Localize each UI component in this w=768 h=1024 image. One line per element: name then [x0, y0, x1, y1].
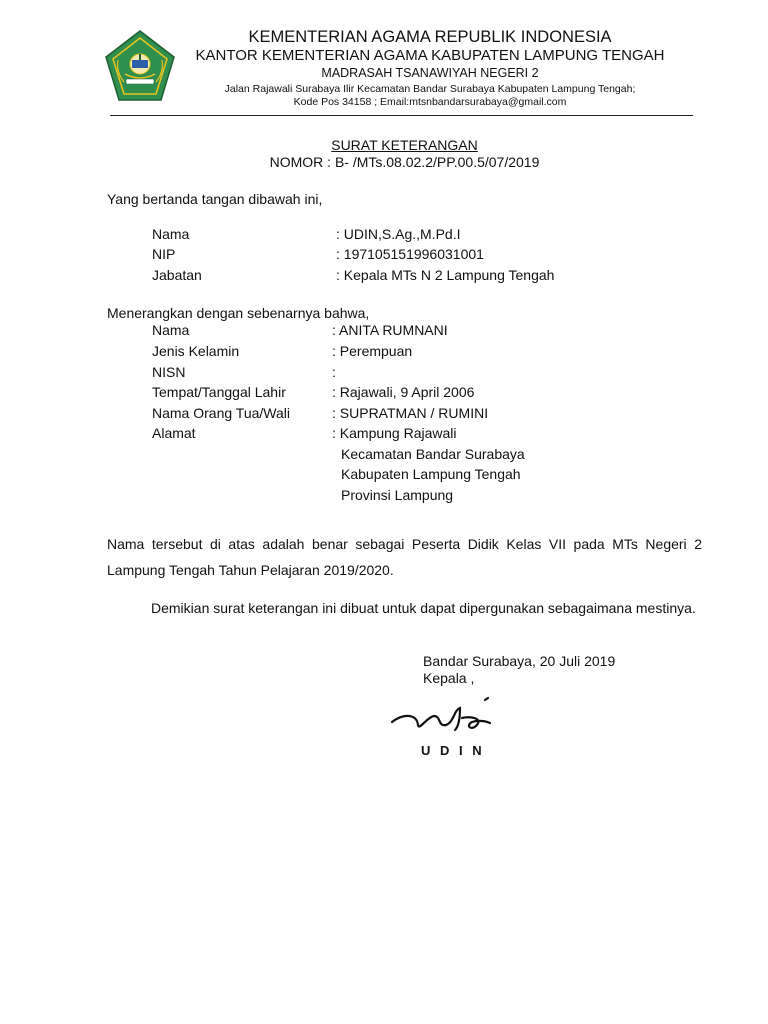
- signer-label-name: Nama: [152, 226, 190, 242]
- signer-value-nip: : 197105151996031001: [336, 246, 484, 262]
- header-divider: [110, 115, 693, 116]
- student-label-nisn: NISN: [152, 364, 186, 380]
- student-label-birth: Tempat/Tanggal Lahir: [152, 384, 286, 400]
- handwritten-signature: [390, 696, 495, 742]
- header-address: Jalan Rajawali Surabaya Ilir Kecamatan Bandar Surabaya Kabupaten Lampung Tengah;: [224, 83, 636, 95]
- student-value-address: : Kampung Rajawali: [332, 425, 457, 441]
- body-paragraph-statement: Nama tersebut di atas adalah benar sebagai Peserta Didik Kelas VII pada MTs Negeri 2 Lampung Tengah Tahun Pelajaran 2019/2020.: [107, 536, 702, 578]
- address-line-province: Provinsi Lampung: [341, 487, 454, 503]
- header-school-name: MADRASAH TSANAWIYAH NEGERI 2: [321, 66, 539, 80]
- signer-value-name: : UDIN,S.Ag.,M.Pd.I: [336, 226, 461, 242]
- student-value-name: : ANITA RUMNANI: [332, 322, 448, 338]
- ministry-emblem-logo: [104, 30, 176, 102]
- signer-label-position: Jabatan: [152, 267, 202, 283]
- opening-line: Yang bertanda tangan dibawah ini,: [107, 191, 323, 207]
- header-office-title: KANTOR KEMENTERIAN AGAMA KABUPATEN LAMPUNG TENGAH: [195, 47, 665, 64]
- letter-title: SURAT KETERANGAN: [331, 137, 478, 153]
- signer-name: U D I N: [421, 743, 485, 758]
- letter-number: NOMOR : B- /MTs.08.02.2/PP.00.5/07/2019: [269, 154, 540, 170]
- signer-title: Kepala ,: [423, 670, 475, 686]
- body-paragraph-closing: Demikian surat keterangan ini dibuat untuk dapat dipergunakan sebagaimana mestinya.: [151, 600, 696, 616]
- address-line-district: Kecamatan Bandar Surabaya: [341, 446, 525, 462]
- student-label-gender: Jenis Kelamin: [152, 343, 240, 359]
- signer-label-nip: NIP: [152, 246, 176, 262]
- student-value-nisn: :: [332, 364, 336, 380]
- student-label-name: Nama: [152, 322, 190, 338]
- address-line-regency: Kabupaten Lampung Tengah: [341, 466, 521, 482]
- student-label-parents: Nama Orang Tua/Wali: [152, 405, 290, 421]
- signer-value-position: : Kepala MTs N 2 Lampung Tengah: [336, 267, 555, 283]
- header-contact: Kode Pos 34158 ; Email:mtsnbandarsurabaya@gmail.com: [293, 96, 567, 108]
- student-value-gender: : Perempuan: [332, 343, 413, 359]
- statement-line: Menerangkan dengan sebenarnya bahwa,: [107, 305, 370, 321]
- header-ministry-title: KEMENTERIAN AGAMA REPUBLIK INDONESIA: [248, 28, 612, 46]
- student-label-address: Alamat: [152, 425, 196, 441]
- student-value-birth: : Rajawali, 9 April 2006: [332, 384, 475, 400]
- place-date: Bandar Surabaya, 20 Juli 2019: [423, 653, 616, 669]
- student-value-parents: : SUPRATMAN / RUMINI: [332, 405, 489, 421]
